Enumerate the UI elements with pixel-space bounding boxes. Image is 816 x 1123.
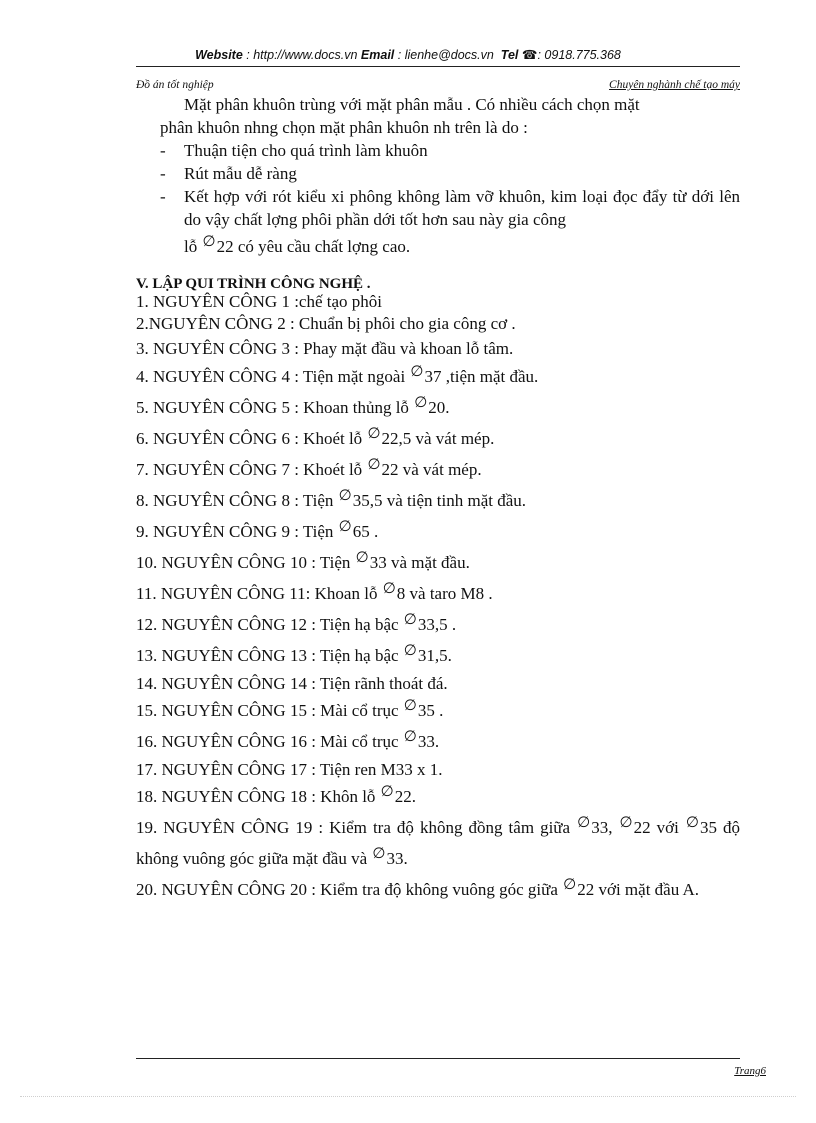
text: 10. NGUYÊN CÔNG 10 : Tiện [136, 553, 355, 572]
diameter-icon: ∅ [685, 815, 699, 831]
diameter-icon: ∅ [202, 234, 216, 250]
reason-item: - Rút mẫu dễ ràng [160, 162, 740, 185]
operation-item: 1. NGUYÊN CÔNG 1 :chế tạo phôi [136, 292, 382, 311]
email-separator: : [394, 48, 405, 62]
text: 18. NGUYÊN CÔNG 18 : Khôn lỗ [136, 787, 380, 806]
diameter-icon: ∅ [367, 426, 381, 442]
diameter-icon: ∅ [372, 846, 386, 862]
text: 33. [417, 732, 440, 751]
reason-continuation [184, 234, 411, 256]
operation-item: 3. NGUYÊN CÔNG 3 : Phay mặt đầu và khoan lỗ tâm. [136, 339, 514, 358]
diameter-icon: ∅ [403, 612, 417, 628]
text: 22 có yêu cầu chất lợng cao. [216, 237, 411, 256]
phone-icon: ☎ [521, 48, 538, 62]
text: 31,5. [417, 646, 452, 665]
site-contact-bar [0, 47, 816, 63]
diameter-icon: ∅ [414, 395, 428, 411]
text: 19. NGUYÊN CÔNG 19 : Kiểm tra độ không đồng tâm giữa [136, 818, 577, 837]
website-label: Website [195, 48, 243, 62]
operation-item [136, 424, 740, 455]
operation-item [136, 393, 740, 424]
text: 22,5 và vát mép. [381, 429, 495, 448]
text: 35 . [417, 701, 444, 720]
operation-item [136, 362, 740, 393]
diameter-icon: ∅ [367, 457, 381, 473]
diameter-icon: ∅ [380, 784, 394, 800]
operation-item [136, 875, 740, 906]
page-number: Trang6 [734, 1065, 766, 1077]
page-bottom-border [20, 1096, 796, 1097]
operation-item [136, 548, 740, 579]
reason-list [136, 139, 740, 264]
intro-line-2: phân khuôn nhng chọn mặt phân khuôn nh trên là do : [160, 118, 528, 137]
text: 22 với [633, 818, 685, 837]
text: 33, [591, 818, 619, 837]
operation-item [136, 579, 740, 610]
reason-text: Kết hợp với rót kiểu xi phông không làm vỡ khuôn, kim loại đọc đẩy từ dới lên do vậy chất lợng phôi phần dới tốt hơn sau này gia công [184, 187, 740, 229]
reason-item: - Thuận tiện cho quá trình làm khuôn [160, 139, 740, 162]
text: 15. NGUYÊN CÔNG 15 : Mài cổ trục [136, 701, 403, 720]
text: 5. NGUYÊN CÔNG 5 : Khoan thủng lỗ [136, 398, 414, 417]
text: 11. NGUYÊN CÔNG 11: Khoan lỗ [136, 584, 382, 603]
text: 13. NGUYÊN CÔNG 13 : Tiện hạ bậc [136, 646, 403, 665]
diameter-icon: ∅ [403, 698, 417, 714]
diameter-icon: ∅ [577, 815, 591, 831]
text: 20. [428, 398, 450, 417]
tel-value: : 0918.775.368 [537, 48, 621, 62]
operation-item: 17. NGUYÊN CÔNG 17 : Tiện ren M33 x 1. [136, 760, 443, 779]
operation-item: 2.NGUYÊN CÔNG 2 : Chuẩn bị phôi cho gia công cơ . [136, 314, 516, 333]
text: lỗ [184, 237, 202, 256]
intro-line-1: Mặt phân khuôn trùng với mặt phân mẫu . Có nhiều cách chọn mặt [184, 95, 640, 114]
diameter-icon: ∅ [355, 550, 369, 566]
tel-label: Tel [500, 48, 519, 62]
text: 65 . [352, 522, 379, 541]
process-section [136, 276, 740, 906]
text: 22 và vát mép. [381, 460, 482, 479]
text: 8 và taro M8 . [396, 584, 493, 603]
diameter-icon: ∅ [338, 488, 352, 504]
text: 20. NGUYÊN CÔNG 20 : Kiểm tra độ không vuông góc giữa [136, 880, 563, 899]
text: 16. NGUYÊN CÔNG 16 : Mài cổ trục [136, 732, 403, 751]
text: 22 với mặt đầu A. [577, 880, 700, 899]
operation-item [136, 727, 740, 758]
diameter-icon: ∅ [410, 364, 424, 380]
section-title: V. LẬP QUI TRÌNH CÔNG NGHỆ . [136, 276, 371, 292]
diameter-icon: ∅ [403, 729, 417, 745]
text: 8. NGUYÊN CÔNG 8 : Tiện [136, 491, 338, 510]
diameter-icon: ∅ [382, 581, 396, 597]
text: 22. [394, 787, 416, 806]
diameter-icon: ∅ [619, 815, 633, 831]
text: 37 ,tiện mặt đầu. [424, 367, 539, 386]
operation-item [136, 517, 740, 548]
text: 7. NGUYÊN CÔNG 7 : Khoét lỗ [136, 460, 367, 479]
operation-item [136, 455, 740, 486]
operation-list [136, 292, 740, 906]
website-url[interactable]: http://www.docs.vn [253, 48, 358, 62]
footer-divider [136, 1058, 740, 1059]
diameter-icon: ∅ [338, 519, 352, 535]
text: 35 độ không vuông góc giữa mặt đầu và [136, 818, 741, 868]
text: 33. [386, 849, 408, 868]
text: 4. NGUYÊN CÔNG 4 : Tiện mặt ngoài [136, 367, 410, 386]
operation-item: 14. NGUYÊN CÔNG 14 : Tiện rãnh thoát đá. [136, 674, 448, 693]
operation-item [136, 782, 740, 813]
text: 9. NGUYÊN CÔNG 9 : Tiện [136, 522, 338, 541]
text: 6. NGUYÊN CÔNG 6 : Khoét lỗ [136, 429, 367, 448]
text: 35,5 và tiện tinh mặt đầu. [352, 491, 527, 510]
email-label: Email [360, 48, 395, 62]
running-header-right: Chuyên nghành chế tạo máy [609, 79, 740, 91]
intro-paragraph [136, 93, 740, 264]
operation-item [136, 696, 740, 727]
email-value[interactable]: lienhe@docs.vn [404, 48, 494, 62]
reason-item [160, 185, 740, 264]
website-separator: : [242, 48, 254, 62]
operation-item [136, 813, 740, 875]
text: 12. NGUYÊN CÔNG 12 : Tiện hạ bậc [136, 615, 403, 634]
running-header-left: Đồ án tốt nghiệp [136, 79, 214, 91]
operation-item [136, 641, 740, 672]
diameter-icon: ∅ [403, 643, 417, 659]
text: 33 và mặt đầu. [369, 553, 470, 572]
operation-item [136, 486, 740, 517]
diameter-icon: ∅ [563, 877, 577, 893]
operation-item [136, 610, 740, 641]
header-divider [136, 66, 740, 67]
text: 33,5 . [417, 615, 457, 634]
